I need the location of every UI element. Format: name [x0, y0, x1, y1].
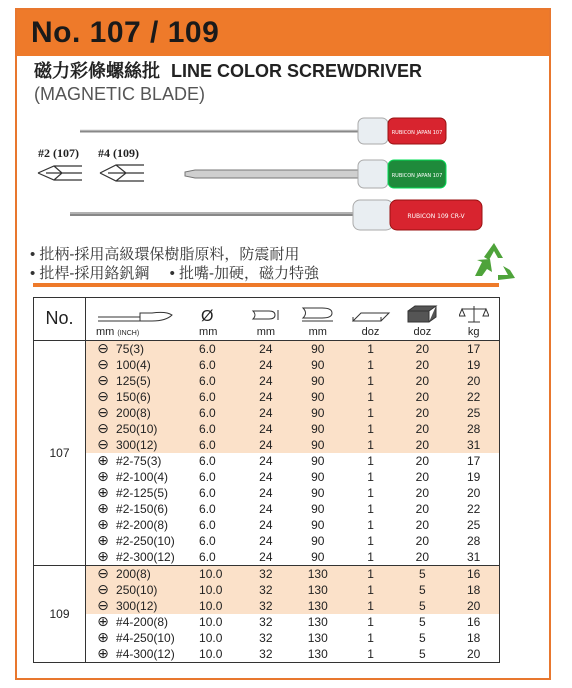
slotted-tip-icon: ⊖	[97, 565, 109, 581]
carton-qty-cell: 20	[396, 373, 448, 389]
table-row	[34, 598, 500, 614]
phillips-tip-icon: ⊕	[97, 500, 109, 516]
carton-qty-cell: 5	[418, 614, 426, 629]
spec-text: #4-200(8)	[116, 615, 169, 629]
table-row	[34, 646, 500, 663]
col-handle-length-unit: mm	[308, 326, 327, 338]
box-qty-cell: 1	[345, 341, 397, 358]
diameter-symbol: Ø	[201, 308, 214, 325]
spec-cell	[86, 453, 200, 469]
screwdriver-3	[70, 200, 482, 230]
phillips-tip-icon: ⊕	[97, 613, 109, 629]
handle-length-cell: 90	[291, 549, 345, 566]
spec-cell	[86, 566, 200, 583]
diameter-cell: 6.0	[199, 533, 216, 548]
box-qty-cell: 1	[367, 630, 374, 645]
table-row	[34, 341, 500, 358]
handle-length-cell: 90	[311, 453, 325, 468]
handle-length-cell: 130	[307, 630, 328, 645]
col-box-unit: doz	[361, 326, 380, 338]
phillips-tip-icon: ⊕	[97, 645, 109, 661]
spec-text: #2-75(3)	[116, 454, 162, 468]
diameter-cell: 10.0	[199, 614, 223, 629]
slotted-tip-icon: ⊖	[97, 356, 109, 372]
weight-cell: 22	[448, 501, 499, 517]
handle-length-cell: 130	[291, 566, 345, 583]
spec-cell	[86, 469, 200, 485]
spec-cell	[86, 389, 200, 405]
spec-text: 250(10)	[116, 422, 158, 436]
col-header-carton	[396, 298, 448, 341]
handle-length-cell: 90	[291, 437, 345, 453]
slotted-tip-icon: ⊖	[97, 597, 109, 613]
box-qty-cell: 1	[345, 566, 397, 583]
weight-cell: 20	[448, 646, 499, 663]
diameter-cell: 6.0	[199, 405, 241, 421]
table-body	[34, 341, 500, 663]
table-row	[34, 453, 500, 469]
handle-1-text: RUBICON JAPAN 107	[391, 130, 443, 136]
table-row	[34, 566, 500, 583]
table-row	[34, 405, 500, 421]
box-qty-cell: 1	[367, 533, 374, 548]
carton-qty-cell: 20	[415, 485, 430, 500]
weight-cell: 18	[448, 582, 499, 598]
spec-cell	[86, 341, 200, 358]
width-cell: 32	[259, 630, 273, 645]
box-qty-cell: 1	[367, 614, 374, 629]
product-title-en: LINE COLOR SCREWDRIVER	[171, 61, 423, 81]
diameter-cell: 6.0	[199, 341, 241, 358]
spec-cell	[86, 614, 200, 630]
carton-qty-cell: 20	[415, 453, 430, 468]
feature-item: • 批嘴-加硬，磁力特強	[169, 265, 320, 282]
width-cell: 24	[259, 453, 273, 468]
box-qty-cell: 1	[345, 582, 397, 598]
diameter-cell: 6.0	[199, 357, 241, 373]
box-qty-cell: 1	[345, 389, 397, 405]
weight-cell: 20	[448, 485, 499, 501]
weight-cell: 17	[448, 341, 499, 358]
diameter-cell: 10.0	[199, 598, 241, 614]
col-header-handle-length	[291, 298, 345, 341]
width-cell: 32	[241, 646, 291, 663]
weight-cell: 18	[448, 630, 499, 646]
table-row	[34, 517, 500, 533]
spec-text: 125(5)	[116, 374, 151, 388]
spec-text: 75(3)	[116, 342, 145, 356]
screwdriver-2	[185, 160, 446, 188]
spec-text: #2-250(10)	[116, 534, 175, 548]
carton-qty-cell: 5	[396, 646, 448, 663]
slotted-tip-icon: ⊖	[97, 404, 109, 420]
box-qty-cell: 1	[345, 549, 397, 566]
diameter-cell: 6.0	[199, 389, 241, 405]
handle-length-cell: 90	[311, 533, 325, 548]
spec-table	[33, 297, 500, 663]
weight-cell: 20	[448, 598, 499, 614]
weight-cell: 28	[448, 421, 499, 437]
col-width-unit: mm	[256, 326, 276, 338]
width-cell: 24	[241, 357, 291, 373]
table-row	[34, 373, 500, 389]
box-qty-cell: 1	[345, 405, 397, 421]
spec-text: 100(4)	[116, 358, 151, 372]
weight-cell: 19	[448, 357, 499, 373]
spec-cell	[86, 646, 200, 663]
carton-qty-cell: 20	[415, 533, 430, 548]
diameter-cell: 10.0	[199, 646, 241, 663]
spec-cell	[86, 485, 200, 501]
spec-cell	[86, 357, 200, 373]
diameter-cell: 6.0	[199, 437, 241, 453]
carton-qty-cell: 20	[415, 469, 430, 484]
phillips-tip-icon: ⊕	[97, 468, 109, 484]
table-row	[34, 533, 500, 549]
spec-text: #2-125(5)	[116, 486, 169, 500]
weight-cell: 16	[448, 614, 499, 630]
spec-cell	[86, 373, 200, 389]
carton-qty-cell: 20	[415, 517, 430, 532]
slotted-tip-icon: ⊖	[97, 340, 109, 356]
weight-cell: 17	[448, 453, 499, 469]
handle-3-text: RUBICON 109 CR-V	[407, 213, 465, 220]
diameter-cell: 10.0	[199, 582, 241, 598]
width-cell: 24	[259, 501, 273, 516]
box-qty-cell: 1	[367, 485, 374, 500]
phillips-tip-icon: ⊕	[97, 532, 109, 548]
scale-icon	[459, 305, 489, 323]
table-row	[34, 389, 500, 405]
col-header-diameter	[199, 298, 241, 341]
spec-text: 150(6)	[116, 390, 151, 404]
slotted-tip-icon: ⊖	[97, 420, 109, 436]
tip-label-4: #4 (109)	[98, 146, 139, 160]
handle-length-cell: 130	[291, 646, 345, 663]
width-cell: 24	[259, 469, 273, 484]
spec-cell	[86, 598, 200, 614]
col-weight-unit: kg	[467, 326, 480, 338]
product-subtitle: (MAGNETIC BLADE)	[34, 84, 206, 104]
table-row	[34, 614, 500, 630]
carton-qty-cell: 20	[396, 389, 448, 405]
carton-qty-cell: 5	[396, 582, 448, 598]
phillips-tip-icon: ⊕	[97, 548, 109, 564]
width-cell: 24	[259, 517, 273, 532]
carton-qty-cell: 5	[396, 566, 448, 583]
box-qty-cell: 1	[345, 357, 397, 373]
width-cell: 24	[241, 373, 291, 389]
width-cell: 32	[241, 582, 291, 598]
col-header-length	[86, 298, 200, 341]
spec-cell	[86, 421, 200, 437]
weight-cell: 31	[448, 437, 499, 453]
handle-length-cell: 130	[307, 614, 328, 629]
diameter-cell: 6.0	[199, 501, 216, 516]
handle-length-cell: 90	[291, 389, 345, 405]
diameter-cell: 10.0	[199, 630, 223, 645]
phillips-tip-icon: ⊕	[97, 516, 109, 532]
weight-cell: 22	[448, 389, 499, 405]
table-row	[34, 469, 500, 485]
col-header-weight	[448, 298, 499, 341]
table-row	[34, 501, 500, 517]
handle-length-cell: 90	[311, 485, 325, 500]
width-cell: 24	[241, 421, 291, 437]
spec-cell	[86, 533, 200, 549]
product-title-zh: 磁力彩條螺絲批	[34, 61, 160, 81]
spec-text: 250(10)	[116, 583, 158, 597]
carton-qty-cell: 5	[396, 598, 448, 614]
handle-length-cell: 90	[311, 501, 325, 516]
table-row	[34, 485, 500, 501]
width-cell: 24	[241, 437, 291, 453]
table-row	[34, 630, 500, 646]
diameter-cell: 6.0	[199, 373, 241, 389]
box-qty-cell: 1	[367, 469, 374, 484]
box-icon	[351, 307, 391, 323]
width-cell: 24	[259, 533, 273, 548]
header-bar	[17, 10, 549, 56]
weight-cell: 16	[448, 566, 499, 583]
screwdriver-1	[80, 118, 446, 144]
spec-cell	[86, 501, 200, 517]
handle-length-cell: 90	[291, 357, 345, 373]
box-qty-cell: 1	[345, 598, 397, 614]
screwdriver-illustration	[70, 108, 530, 238]
box-qty-cell: 1	[345, 646, 397, 663]
table-row	[34, 549, 500, 566]
col-header-no: No.	[34, 298, 86, 341]
col-carton-unit: doz	[413, 326, 432, 338]
handle-length-cell: 130	[291, 598, 345, 614]
handle-width-icon	[251, 307, 281, 323]
diameter-cell: 6.0	[199, 469, 216, 484]
width-cell: 32	[241, 598, 291, 614]
col-header-width	[241, 298, 291, 341]
spec-cell	[86, 405, 200, 421]
model-number-cell: 107	[34, 341, 86, 566]
carton-qty-cell: 20	[396, 421, 448, 437]
col-length-unit: mm	[96, 326, 115, 338]
spec-cell	[86, 630, 200, 646]
col-diameter-unit: mm	[199, 326, 218, 338]
spec-text: #2-200(8)	[116, 518, 169, 532]
table-header-row	[34, 298, 500, 341]
carton-qty-cell: 20	[415, 501, 430, 516]
box-qty-cell: 1	[345, 373, 397, 389]
handle-2-text: RUBICON JAPAN 107	[391, 173, 443, 179]
slotted-tip-icon: ⊖	[97, 581, 109, 597]
diameter-cell: 6.0	[199, 549, 241, 566]
spec-text: #4-250(10)	[116, 631, 175, 645]
handle-length-cell: 90	[311, 517, 325, 532]
spec-cell	[86, 517, 200, 533]
diameter-cell: 6.0	[199, 517, 216, 532]
width-cell: 24	[259, 485, 273, 500]
table-top-rule	[33, 283, 499, 287]
spec-text: 300(12)	[116, 599, 158, 613]
width-cell: 24	[241, 549, 291, 566]
features-list	[30, 245, 319, 283]
col-length-unit-small: (INCH)	[117, 330, 140, 337]
model-number-cell: 109	[34, 566, 86, 663]
carton-qty-cell: 20	[396, 357, 448, 373]
width-cell: 24	[241, 389, 291, 405]
page-title: No. 107 / 109	[31, 16, 220, 49]
tip-label-2: #2 (107)	[38, 146, 79, 160]
table-row	[34, 437, 500, 453]
weight-cell: 19	[448, 469, 499, 485]
handle-length-cell: 90	[291, 405, 345, 421]
product-title	[34, 57, 422, 83]
phillips-tip-icon: ⊕	[97, 629, 109, 645]
carton-qty-cell: 20	[396, 437, 448, 453]
spec-text: #2-300(12)	[116, 550, 175, 564]
table-row	[34, 582, 500, 598]
spec-text: 200(8)	[116, 567, 151, 581]
spec-text: #4-300(12)	[116, 647, 175, 661]
weight-cell: 31	[448, 549, 499, 566]
box-qty-cell: 1	[345, 437, 397, 453]
box-qty-cell: 1	[367, 501, 374, 516]
spec-text: #2-150(6)	[116, 502, 169, 516]
slotted-tip-icon: ⊖	[97, 388, 109, 404]
weight-cell: 28	[448, 533, 499, 549]
screwdriver-length-icon	[96, 309, 176, 323]
handle-length-cell: 90	[291, 341, 345, 358]
width-cell: 24	[241, 341, 291, 358]
weight-cell: 25	[448, 405, 499, 421]
spec-cell	[86, 582, 200, 598]
diameter-cell: 6.0	[199, 421, 241, 437]
table-row	[34, 357, 500, 373]
spec-text: 200(8)	[116, 406, 151, 420]
col-header-box	[345, 298, 397, 341]
recycle-icon	[470, 240, 518, 284]
spec-text: 300(12)	[116, 438, 158, 452]
feature-item: • 批柄-採用高級環保樹脂原料，防震耐用	[30, 246, 300, 263]
carton-icon	[405, 305, 439, 323]
diameter-cell: 6.0	[199, 485, 216, 500]
carton-qty-cell: 20	[396, 405, 448, 421]
diameter-cell: 6.0	[199, 453, 216, 468]
table-row	[34, 421, 500, 437]
handle-length-icon	[300, 305, 336, 323]
weight-cell: 20	[448, 373, 499, 389]
slotted-tip-icon: ⊖	[97, 372, 109, 388]
handle-length-cell: 130	[291, 582, 345, 598]
box-qty-cell: 1	[345, 421, 397, 437]
carton-qty-cell: 5	[418, 630, 426, 645]
diameter-cell: 10.0	[199, 566, 241, 583]
feature-item: • 批桿-採用鉻釩鋼	[30, 265, 150, 282]
width-cell: 32	[259, 614, 273, 629]
width-cell: 32	[241, 566, 291, 583]
handle-length-cell: 90	[311, 469, 325, 484]
spec-text: #2-100(4)	[116, 470, 169, 484]
carton-qty-cell: 20	[396, 341, 448, 358]
handle-length-cell: 90	[291, 421, 345, 437]
handle-length-cell: 90	[291, 373, 345, 389]
box-qty-cell: 1	[367, 453, 374, 468]
spec-cell	[86, 437, 200, 453]
weight-cell: 25	[448, 517, 499, 533]
box-qty-cell: 1	[367, 517, 374, 532]
spec-cell	[86, 549, 200, 566]
feature-item-row	[30, 264, 319, 283]
phillips-tip-icon: ⊕	[97, 484, 109, 500]
phillips-tip-icon: ⊕	[97, 452, 109, 468]
carton-qty-cell: 20	[396, 549, 448, 566]
slotted-tip-icon: ⊖	[97, 436, 109, 452]
width-cell: 24	[241, 405, 291, 421]
